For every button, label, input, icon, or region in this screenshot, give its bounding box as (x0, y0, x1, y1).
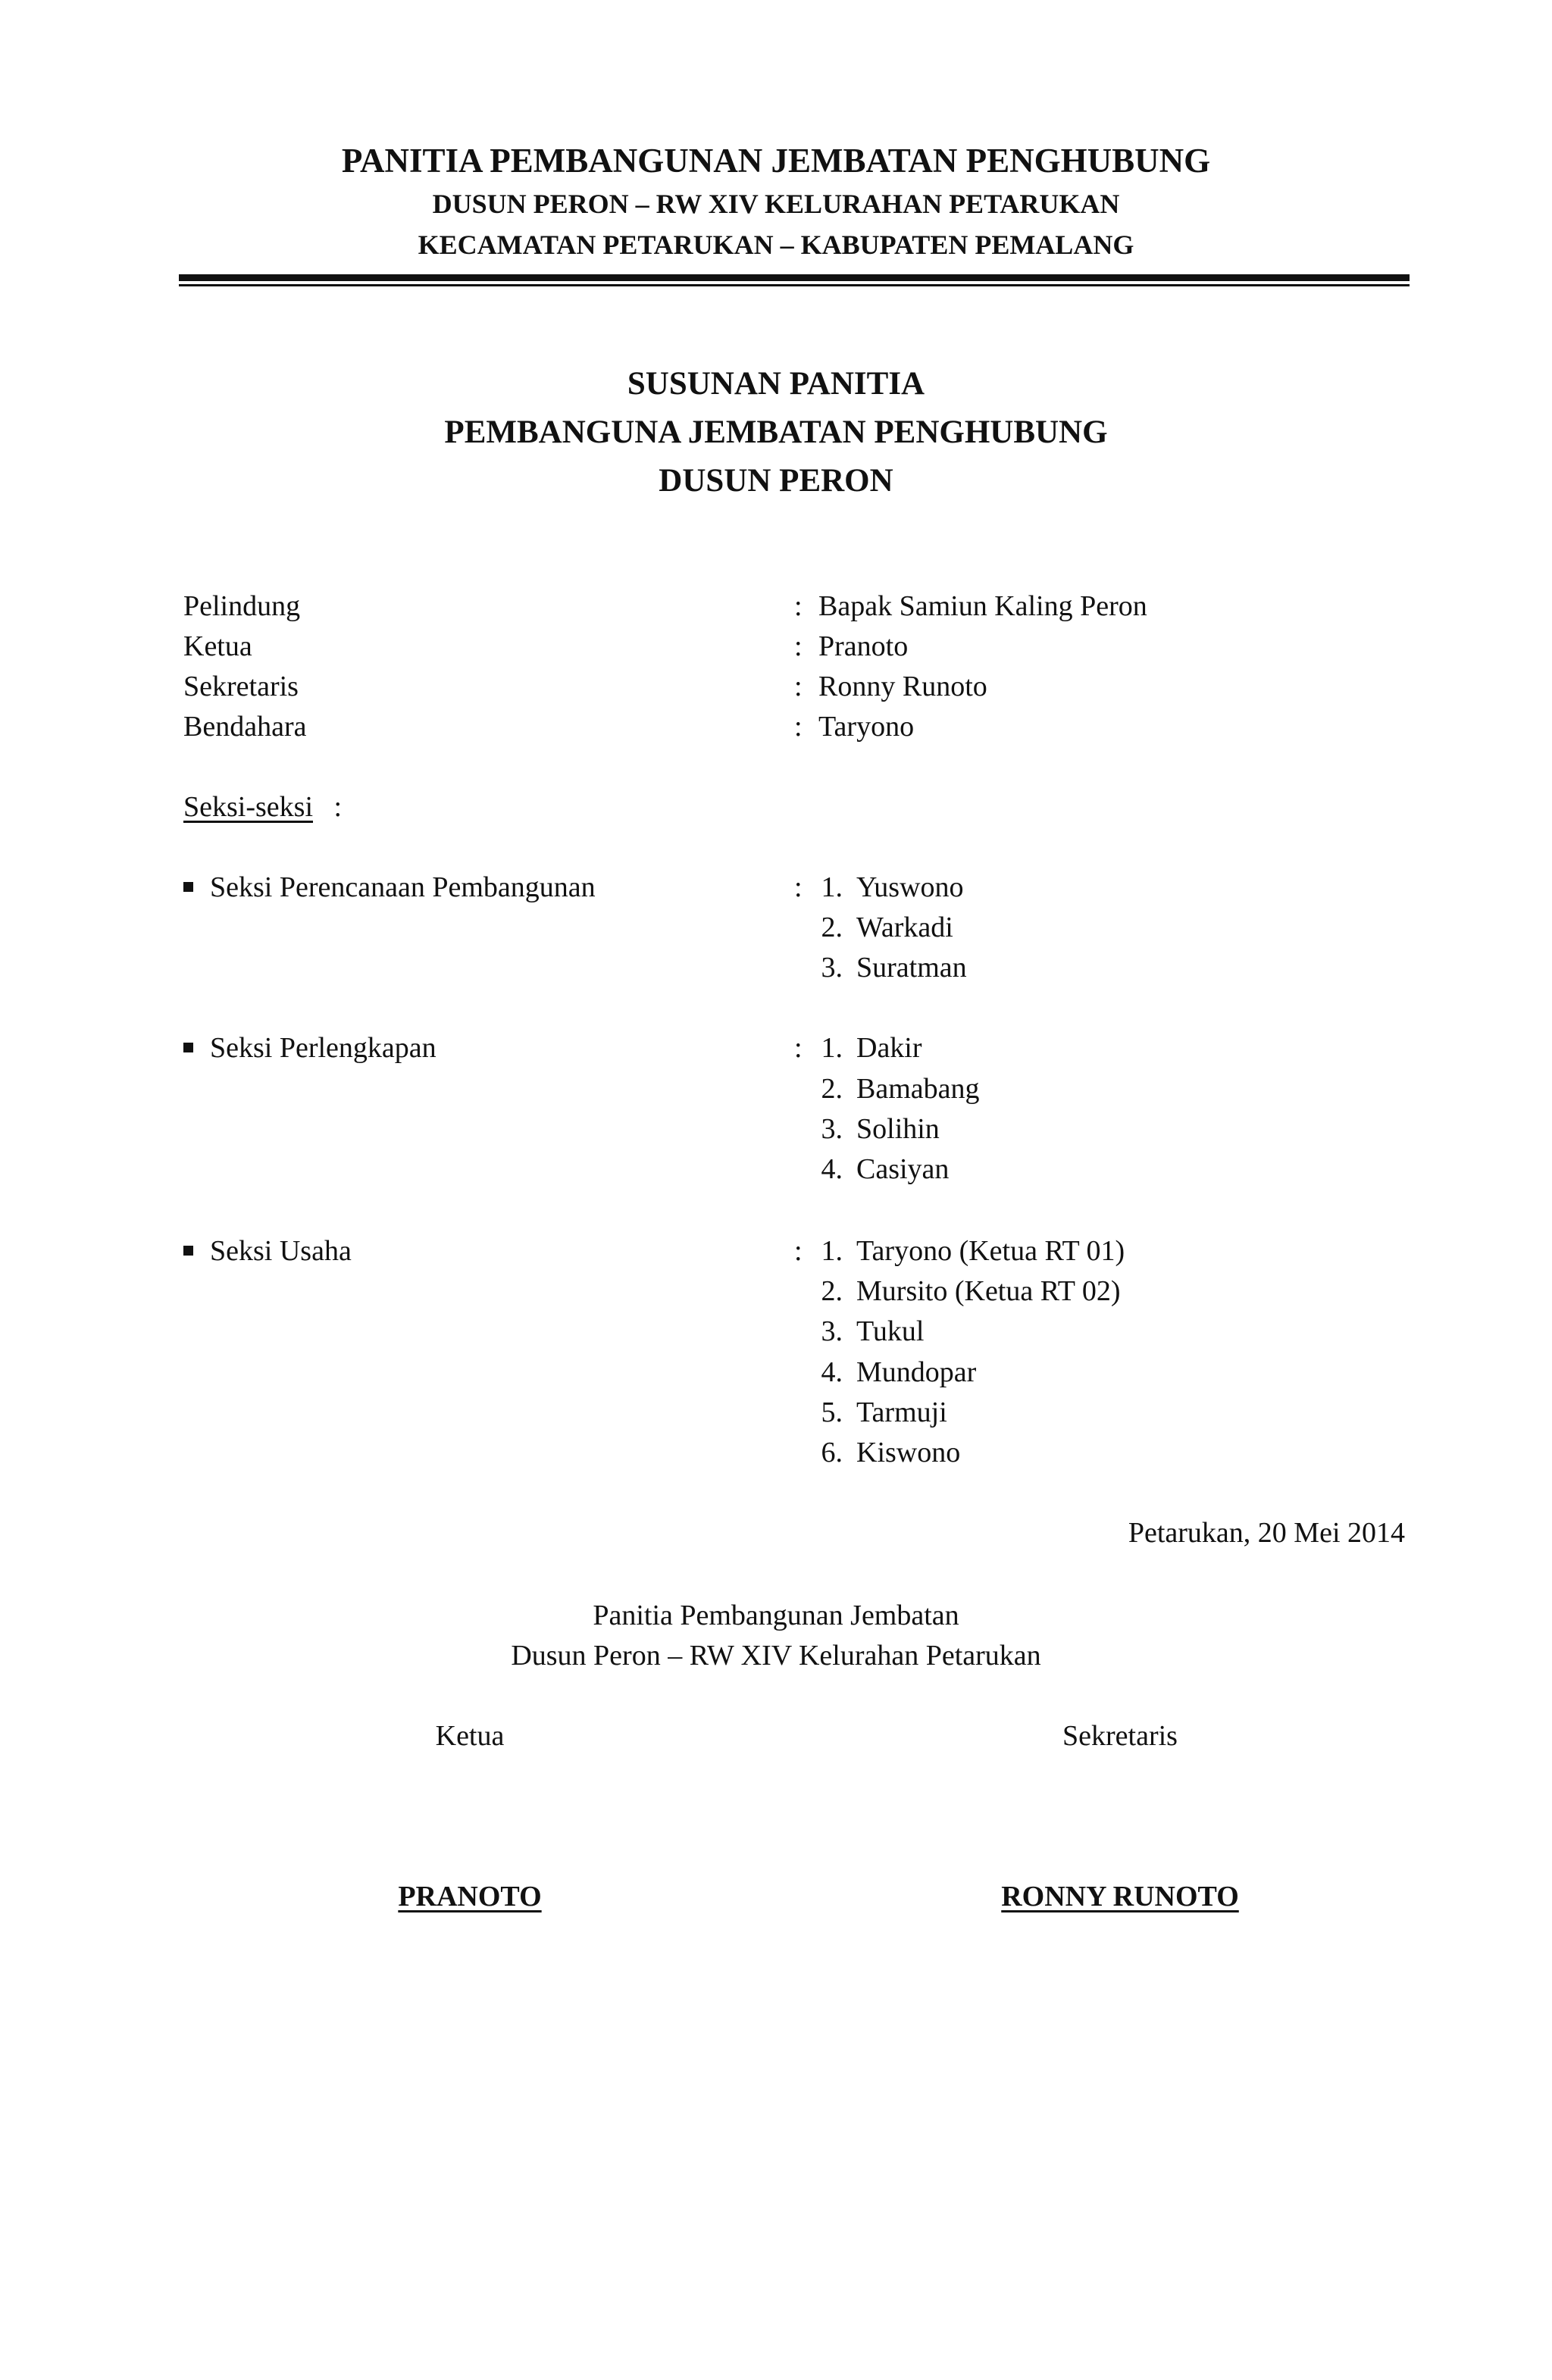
section-name: Seksi Perencanaan Pembangunan (210, 871, 596, 903)
member-name: Tukul (856, 1315, 925, 1347)
member-number: 1. (821, 1235, 843, 1267)
section-colon: : (794, 871, 803, 903)
member-number: 1. (821, 871, 843, 903)
member-name: Taryono (Ketua RT 01) (856, 1235, 1125, 1267)
sections-heading-label: Seksi-seksi (183, 791, 313, 823)
member-name: Tarmuji (856, 1396, 947, 1428)
member-number: 1. (821, 1032, 843, 1064)
document-title-line-2: PEMBANGUNA JEMBATAN PENGHUBUNG (444, 414, 1108, 450)
member-name: Mursito (Ketua RT 02) (856, 1275, 1121, 1307)
section-name: Seksi Perlengkapan (210, 1032, 436, 1064)
document-title-line-1: SUSUNAN PANITIA (627, 366, 925, 402)
officer-role-sekretaris: Sekretaris (183, 671, 299, 702)
member-number: 2. (821, 912, 843, 943)
member-number: 6. (821, 1437, 843, 1468)
member-name: Mundopar (856, 1356, 977, 1388)
square-bullet-icon (183, 1043, 193, 1052)
member-name: Casiyan (856, 1153, 950, 1185)
section-colon: : (794, 1235, 803, 1267)
letterhead-divider-thick (179, 274, 1410, 281)
signatory-name-sekretaris: RONNY RUNOTO (1001, 1881, 1239, 1912)
closing-line-2: Dusun Peron – RW XIV Kelurahan Petarukan (511, 1640, 1041, 1672)
closing-line-1: Panitia Pembangunan Jembatan (593, 1600, 959, 1631)
member-number: 2. (821, 1275, 843, 1307)
member-name: Dakir (856, 1032, 922, 1064)
member-name: Yuswono (856, 871, 964, 903)
member-name: Solihin (856, 1113, 940, 1145)
member-name: Kiswono (856, 1437, 961, 1468)
member-name: Warkadi (856, 912, 953, 943)
officer-name-bendahara: Taryono (818, 711, 915, 743)
officer-colon: : (794, 630, 803, 662)
section-name: Seksi Usaha (210, 1235, 352, 1267)
signatory-title-ketua: Ketua (435, 1720, 505, 1752)
member-number: 5. (821, 1396, 843, 1428)
member-name: Bamabang (856, 1073, 980, 1105)
officer-name-pelindung: Bapak Samiun Kaling Peron (818, 590, 1147, 622)
member-number: 2. (821, 1073, 843, 1105)
member-number: 4. (821, 1153, 843, 1185)
officer-role-bendahara: Bendahara (183, 711, 307, 743)
letterhead-address-line-1: DUSUN PERON – RW XIV KELURAHAN PETARUKAN (432, 189, 1120, 219)
member-number: 3. (821, 952, 843, 984)
signatory-title-sekretaris: Sekretaris (1062, 1720, 1178, 1752)
section-perencanaan (183, 873, 596, 902)
officer-colon: : (794, 671, 803, 702)
place-date: Petarukan, 20 Mei 2014 (1128, 1517, 1405, 1549)
member-name: Suratman (856, 952, 967, 984)
document-title-line-3: DUSUN PERON (659, 463, 893, 499)
section-perlengkapan (183, 1034, 436, 1062)
letterhead-title: PANITIA PEMBANGUNAN JEMBATAN PENGHUBUNG (341, 142, 1211, 180)
officer-colon: : (794, 590, 803, 622)
member-number: 3. (821, 1315, 843, 1347)
section-usaha (183, 1237, 352, 1265)
letterhead-address-line-2: KECAMATAN PETARUKAN – KABUPATEN PEMALANG (418, 230, 1134, 260)
square-bullet-icon (183, 1246, 193, 1256)
member-number: 3. (821, 1113, 843, 1145)
square-bullet-icon (183, 882, 193, 892)
letterhead-divider-thin (179, 284, 1410, 286)
member-number: 4. (821, 1356, 843, 1388)
officer-colon: : (794, 711, 803, 743)
sections-heading-colon: : (333, 791, 343, 823)
officer-name-ketua: Pranoto (818, 630, 909, 662)
signatory-name-ketua: PRANOTO (398, 1881, 542, 1912)
officer-name-sekretaris: Ronny Runoto (818, 671, 987, 702)
section-colon: : (794, 1032, 803, 1064)
officer-role-ketua: Ketua (183, 630, 252, 662)
sections-heading (183, 793, 342, 821)
officer-role-pelindung: Pelindung (183, 590, 301, 622)
